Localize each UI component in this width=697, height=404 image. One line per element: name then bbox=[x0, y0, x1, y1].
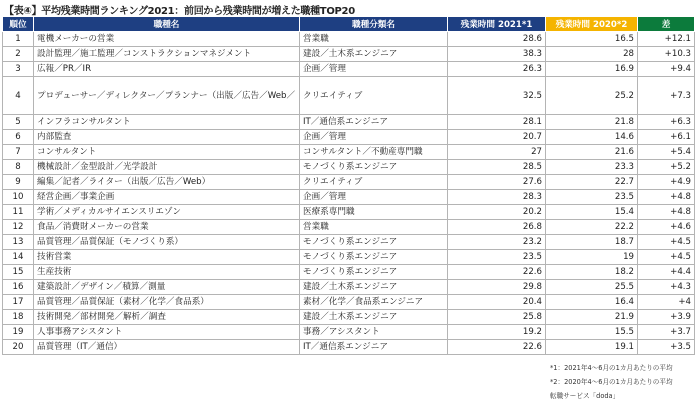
cell-job: 技術開発／部材開発／解析／調査 bbox=[34, 310, 300, 325]
cell-rank: 2 bbox=[3, 47, 34, 62]
cell-rank: 6 bbox=[3, 130, 34, 145]
cell-diff: +6.3 bbox=[638, 115, 695, 130]
cell-category: 医療系専門職 bbox=[300, 205, 448, 220]
cell-job: 人事事務アシスタント bbox=[34, 325, 300, 340]
cell-job: コンサルタント bbox=[34, 145, 300, 160]
cell-category: IT／通信系エンジニア bbox=[300, 115, 448, 130]
cell-category: IT／通信系エンジニア bbox=[300, 340, 448, 355]
table-row bbox=[3, 145, 695, 160]
cell-category: 建設／土木系エンジニア bbox=[300, 47, 448, 62]
cell-category: 営業職 bbox=[300, 220, 448, 235]
cell-rank: 17 bbox=[3, 295, 34, 310]
cell-job: 内部監査 bbox=[34, 130, 300, 145]
cell-overtime-2020: 23.3 bbox=[546, 160, 638, 175]
cell-rank: 14 bbox=[3, 250, 34, 265]
cell-category: クリエイティブ bbox=[300, 77, 448, 115]
cell-diff: +4.9 bbox=[638, 175, 695, 190]
cell-overtime-2021: 23.2 bbox=[448, 235, 546, 250]
cell-job: 品質管理／品質保証（モノづくり系） bbox=[34, 235, 300, 250]
cell-rank: 15 bbox=[3, 265, 34, 280]
cell-diff: +4.8 bbox=[638, 190, 695, 205]
cell-job: 広報／PR／IR bbox=[34, 62, 300, 77]
cell-job: 機械設計／金型設計／光学設計 bbox=[34, 160, 300, 175]
cell-overtime-2020: 19.1 bbox=[546, 340, 638, 355]
table-row bbox=[3, 280, 695, 295]
cell-overtime-2020: 25.5 bbox=[546, 280, 638, 295]
cell-job: 食品／消費財メーカーの営業 bbox=[34, 220, 300, 235]
table-row bbox=[3, 130, 695, 145]
cell-diff: +4.5 bbox=[638, 235, 695, 250]
cell-diff: +4.4 bbox=[638, 265, 695, 280]
cell-diff: +3.5 bbox=[638, 340, 695, 355]
cell-overtime-2021: 28.5 bbox=[448, 160, 546, 175]
table-row bbox=[3, 160, 695, 175]
header-diff: 差 bbox=[638, 17, 695, 32]
overtime-ranking-table bbox=[2, 16, 695, 355]
table-row bbox=[3, 175, 695, 190]
cell-diff: +4.5 bbox=[638, 250, 695, 265]
cell-diff: +6.1 bbox=[638, 130, 695, 145]
header-category: 職種分類名 bbox=[300, 17, 448, 32]
cell-overtime-2020: 16.4 bbox=[546, 295, 638, 310]
cell-overtime-2021: 19.2 bbox=[448, 325, 546, 340]
cell-rank: 4 bbox=[3, 77, 34, 115]
cell-overtime-2020: 15.4 bbox=[546, 205, 638, 220]
cell-rank: 13 bbox=[3, 235, 34, 250]
cell-overtime-2020: 22.2 bbox=[546, 220, 638, 235]
cell-overtime-2021: 22.6 bbox=[448, 340, 546, 355]
cell-job: 電機メーカーの営業 bbox=[34, 32, 300, 47]
table-row bbox=[3, 235, 695, 250]
cell-diff: +3.9 bbox=[638, 310, 695, 325]
cell-job: 建築設計／デザイン／積算／測量 bbox=[34, 280, 300, 295]
cell-diff: +4 bbox=[638, 295, 695, 310]
table-title: 【表④】平均残業時間ランキング2021：前回から残業時間が増えた職種TOP20 bbox=[4, 6, 355, 17]
cell-category: モノづくり系エンジニア bbox=[300, 265, 448, 280]
cell-overtime-2021: 20.2 bbox=[448, 205, 546, 220]
cell-category: クリエイティブ bbox=[300, 175, 448, 190]
cell-overtime-2020: 18.7 bbox=[546, 235, 638, 250]
cell-overtime-2021: 20.4 bbox=[448, 295, 546, 310]
table-row bbox=[3, 295, 695, 310]
cell-rank: 18 bbox=[3, 310, 34, 325]
cell-rank: 7 bbox=[3, 145, 34, 160]
table-row bbox=[3, 250, 695, 265]
cell-overtime-2021: 27.6 bbox=[448, 175, 546, 190]
cell-rank: 11 bbox=[3, 205, 34, 220]
cell-overtime-2021: 28.3 bbox=[448, 190, 546, 205]
cell-category: 企画／管理 bbox=[300, 130, 448, 145]
cell-diff: +9.4 bbox=[638, 62, 695, 77]
cell-rank: 5 bbox=[3, 115, 34, 130]
table-row bbox=[3, 220, 695, 235]
cell-rank: 8 bbox=[3, 160, 34, 175]
cell-diff: +4.6 bbox=[638, 220, 695, 235]
cell-overtime-2020: 25.2 bbox=[546, 77, 638, 115]
cell-overtime-2021: 20.7 bbox=[448, 130, 546, 145]
cell-category: 建設／土木系エンジニア bbox=[300, 310, 448, 325]
table-row bbox=[3, 77, 695, 115]
table-row bbox=[3, 47, 695, 62]
cell-job: 品質管理／品質保証（素材／化学／食品系） bbox=[34, 295, 300, 310]
cell-overtime-2021: 28.6 bbox=[448, 32, 546, 47]
cell-overtime-2020: 22.7 bbox=[546, 175, 638, 190]
cell-overtime-2020: 21.6 bbox=[546, 145, 638, 160]
table-row bbox=[3, 190, 695, 205]
cell-diff: +10.3 bbox=[638, 47, 695, 62]
cell-job: 学術／メディカルサイエンスリエゾン bbox=[34, 205, 300, 220]
cell-overtime-2020: 16.5 bbox=[546, 32, 638, 47]
table-row bbox=[3, 325, 695, 340]
cell-category: 営業職 bbox=[300, 32, 448, 47]
cell-diff: +5.4 bbox=[638, 145, 695, 160]
cell-job: 生産技術 bbox=[34, 265, 300, 280]
cell-rank: 3 bbox=[3, 62, 34, 77]
cell-rank: 9 bbox=[3, 175, 34, 190]
cell-diff: +4.8 bbox=[638, 205, 695, 220]
table-row bbox=[3, 115, 695, 130]
cell-overtime-2020: 19 bbox=[546, 250, 638, 265]
cell-job: 経営企画／事業企画 bbox=[34, 190, 300, 205]
cell-overtime-2021: 25.8 bbox=[448, 310, 546, 325]
cell-overtime-2021: 27 bbox=[448, 145, 546, 160]
cell-category: 企画／管理 bbox=[300, 190, 448, 205]
cell-overtime-2021: 26.3 bbox=[448, 62, 546, 77]
footnote-2021: *1：2021年4〜6月の1カ月あたりの平均 bbox=[550, 364, 673, 372]
cell-rank: 1 bbox=[3, 32, 34, 47]
footnote-2020: *2：2020年4〜6月の1カ月あたりの平均 bbox=[550, 378, 673, 386]
cell-category: 素材／化学／食品系エンジニア bbox=[300, 295, 448, 310]
cell-job: 品質管理（IT／通信） bbox=[34, 340, 300, 355]
cell-overtime-2020: 15.5 bbox=[546, 325, 638, 340]
cell-category: 事務／アシスタント bbox=[300, 325, 448, 340]
cell-category: 企画／管理 bbox=[300, 62, 448, 77]
table-row bbox=[3, 62, 695, 77]
header-job: 職種名 bbox=[34, 17, 300, 32]
cell-overtime-2020: 14.6 bbox=[546, 130, 638, 145]
source-note: 転職サービス「doda」 bbox=[550, 392, 620, 400]
cell-overtime-2020: 16.9 bbox=[546, 62, 638, 77]
cell-rank: 12 bbox=[3, 220, 34, 235]
cell-overtime-2020: 21.9 bbox=[546, 310, 638, 325]
header-row bbox=[3, 17, 695, 32]
cell-diff: +3.7 bbox=[638, 325, 695, 340]
table-row bbox=[3, 310, 695, 325]
cell-diff: +5.2 bbox=[638, 160, 695, 175]
cell-overtime-2021: 28.1 bbox=[448, 115, 546, 130]
cell-category: モノづくり系エンジニア bbox=[300, 250, 448, 265]
cell-overtime-2021: 22.6 bbox=[448, 265, 546, 280]
cell-overtime-2021: 32.5 bbox=[448, 77, 546, 115]
table-row bbox=[3, 205, 695, 220]
cell-diff: +4.3 bbox=[638, 280, 695, 295]
cell-category: コンサルタント／不動産専門職 bbox=[300, 145, 448, 160]
table-row bbox=[3, 32, 695, 47]
cell-job: インフラコンサルタント bbox=[34, 115, 300, 130]
cell-job: 設計監理／施工監理／コンストラクションマネジメント bbox=[34, 47, 300, 62]
header-rank: 順位 bbox=[3, 17, 34, 32]
cell-overtime-2020: 28 bbox=[546, 47, 638, 62]
cell-diff: +12.1 bbox=[638, 32, 695, 47]
cell-rank: 10 bbox=[3, 190, 34, 205]
cell-job: 技術営業 bbox=[34, 250, 300, 265]
cell-category: 建設／土木系エンジニア bbox=[300, 280, 448, 295]
cell-job: 編集／記者／ライター（出版／広告／Web） bbox=[34, 175, 300, 190]
cell-overtime-2021: 26.8 bbox=[448, 220, 546, 235]
cell-overtime-2021: 29.8 bbox=[448, 280, 546, 295]
cell-diff: +7.3 bbox=[638, 77, 695, 115]
header-overtime-2021: 残業時間 2021*1 bbox=[448, 17, 546, 32]
cell-rank: 16 bbox=[3, 280, 34, 295]
cell-overtime-2020: 18.2 bbox=[546, 265, 638, 280]
cell-overtime-2021: 23.5 bbox=[448, 250, 546, 265]
cell-category: モノづくり系エンジニア bbox=[300, 235, 448, 250]
cell-category: モノづくり系エンジニア bbox=[300, 160, 448, 175]
cell-job: プロデューサー／ディレクター／プランナー（出版／広告／Web／ bbox=[34, 77, 300, 115]
cell-rank: 20 bbox=[3, 340, 34, 355]
table-row bbox=[3, 340, 695, 355]
cell-overtime-2021: 38.3 bbox=[448, 47, 546, 62]
header-overtime-2020: 残業時間 2020*2 bbox=[546, 17, 638, 32]
table-row bbox=[3, 265, 695, 280]
cell-overtime-2020: 21.8 bbox=[546, 115, 638, 130]
cell-overtime-2020: 23.5 bbox=[546, 190, 638, 205]
cell-rank: 19 bbox=[3, 325, 34, 340]
